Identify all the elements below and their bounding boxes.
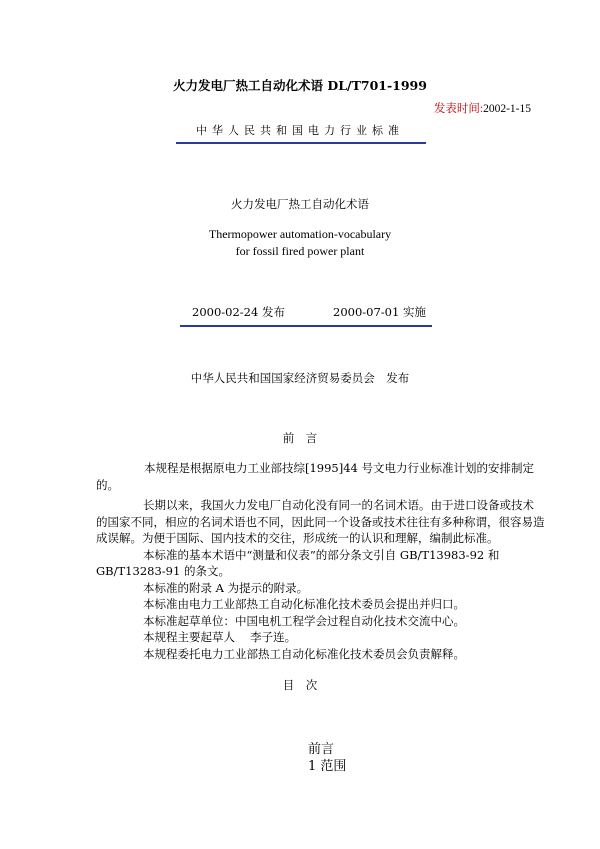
foreword-line: 本规程是根据原电力工业部技综[1995]44 号文电力行业标准计划的安排制定: [144, 461, 535, 475]
cn-title: 火力发电厂热工自动化术语: [231, 197, 369, 211]
foreword-line: 本规程主要起草人 李子连。: [143, 630, 297, 644]
foreword-line: GB/T13283-91 的条文。: [96, 564, 230, 578]
foreword-line: 本标准的附录 A 为提示的附录。: [143, 580, 309, 595]
foreword-line: 成误解。为便于国际、国内技术的交往，形成统一的认识和理解，编制此标准。: [96, 531, 499, 545]
header-divider: [176, 142, 426, 144]
issue-date: 2000-02-24 发布: [192, 305, 285, 319]
foreword-line: 本规程委托电力工业部热工自动化标准化技术委员会负责解释。: [143, 646, 465, 661]
foreword-line: 长期以来，我国火力发电厂自动化没有同一的名词术语。由于进口设备或技术: [143, 498, 534, 512]
en-title-line-2: for fossil fired power plant: [235, 244, 365, 258]
toc-item: 1 范围: [308, 759, 347, 774]
en-title-line-1: Thermopower automation-vocabulary: [208, 227, 392, 241]
standard-header: 中华人民共和国电力行业标准: [196, 124, 404, 137]
foreword-line: 的。: [96, 477, 119, 492]
foreword-line: 本标准起草单位：中国电机工程学会过程自动化技术交流中心。: [143, 613, 465, 628]
effective-date: 2000-07-01 实施: [333, 305, 426, 319]
document-title: 火力发电厂热工自动化术语 DL/T701-1999: [173, 78, 427, 93]
toc-heading: 目 次: [282, 678, 318, 692]
foreword-line: 的国家不同，相应的名词术语也不同，因此同一个设备或技术往往有多种称谓，很容易造: [96, 514, 545, 529]
issuer: 中华人民共和国国家经济贸易委员会 发布: [190, 371, 410, 385]
foreword-body: [96, 460, 545, 662]
publish-time-value: 2002-1-15: [483, 103, 531, 115]
publish-time-label: 发表时间:: [433, 103, 484, 115]
foreword-line: 本标准的基本术语中“测量和仪表”的部分条文引自 GB/T13983-92 和: [143, 547, 500, 562]
dates-divider: [180, 325, 432, 327]
foreword-heading: 前 言: [282, 431, 318, 445]
toc-item: 前言: [308, 742, 335, 757]
publish-time: [434, 100, 531, 116]
foreword-line: 本标准由电力工业部热工自动化标准化技术委员会提出并归口。: [143, 597, 465, 611]
